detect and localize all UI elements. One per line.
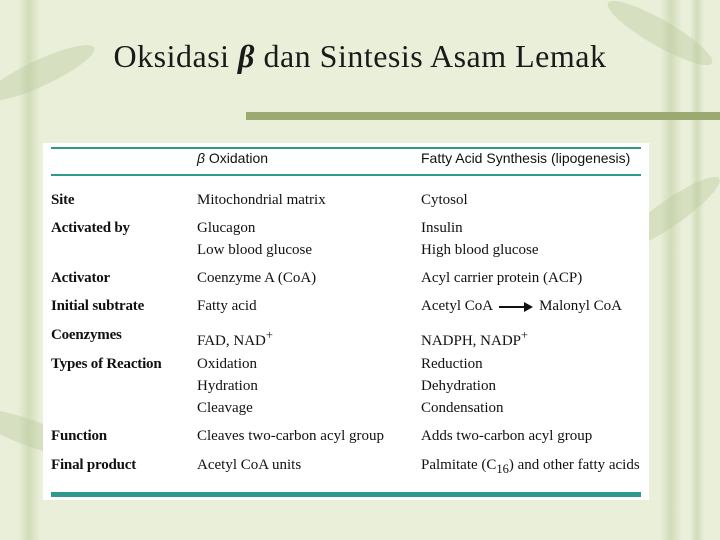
- cell-line: Insulin: [421, 220, 463, 236]
- cell-line: Low blood glucose: [197, 242, 312, 258]
- row-label: Function: [51, 428, 107, 444]
- title-divider: [246, 112, 720, 120]
- title-suffix: dan Sintesis Asam Lemak: [263, 38, 607, 74]
- cell-line: Dehydration: [421, 378, 496, 394]
- cell-line: High blood glucose: [421, 242, 539, 258]
- beta-oxidation-cell: Cleaves two-carbon acyl group: [197, 428, 385, 444]
- cell-line: Condensation: [421, 400, 504, 416]
- table-top-border: [51, 147, 641, 149]
- beta-oxidation-cell: [197, 353, 258, 419]
- cell-line: Oxidation: [197, 356, 257, 372]
- beta-oxidation-cell: Coenzyme A (CoA): [197, 270, 317, 286]
- right-arrow-icon: [499, 302, 533, 312]
- product-text: Palmitate (C: [421, 457, 497, 473]
- table-header-border: [51, 174, 641, 176]
- comparison-table: [43, 143, 649, 500]
- bamboo-stalk-decoration: [690, 0, 704, 540]
- row-label: Coenzymes: [51, 327, 122, 343]
- synthesis-cell: [421, 295, 622, 317]
- header-beta-oxidation: [197, 150, 268, 166]
- synthesis-cell: [421, 217, 539, 261]
- slide-title: [0, 38, 720, 75]
- synthesis-cell: [421, 454, 640, 480]
- coenzyme-text: NADPH, NADP: [421, 333, 522, 349]
- synthesis-cell: Adds two-carbon acyl group: [421, 428, 593, 444]
- bamboo-stalk-decoration: [660, 0, 682, 540]
- row-label: Site: [51, 192, 75, 208]
- superscript-charge: +: [265, 328, 273, 342]
- table-bottom-border: [51, 492, 641, 497]
- product-text-tail: ) and other fatty acids: [508, 457, 640, 473]
- beta-oxidation-cell: Fatty acid: [197, 298, 257, 314]
- beta-oxidation-cell: [197, 324, 273, 352]
- synthesis-cell: Acyl carrier protein (ACP): [421, 270, 583, 286]
- header-fatty-acid-synthesis: Fatty Acid Synthesis (lipogenesis): [421, 150, 631, 166]
- row-label: Initial subtrate: [51, 298, 145, 314]
- header-beta-symbol: β: [197, 150, 205, 166]
- substrate-to: Malonyl CoA: [539, 298, 622, 314]
- beta-oxidation-cell: Acetyl CoA units: [197, 457, 302, 473]
- beta-oxidation-cell: [197, 217, 312, 261]
- beta-oxidation-cell: Mitochondrial matrix: [197, 192, 326, 208]
- row-label: Activator: [51, 270, 111, 286]
- cell-line: Reduction: [421, 356, 483, 372]
- superscript-charge: +: [521, 328, 529, 342]
- title-beta-symbol: β: [238, 38, 255, 74]
- cell-line: Glucagon: [197, 220, 256, 236]
- substrate-from: Acetyl CoA: [421, 298, 494, 314]
- coenzyme-text: FAD, NAD: [197, 333, 266, 349]
- title-prefix: Oksidasi: [113, 38, 230, 74]
- row-label: Types of Reaction: [51, 356, 162, 372]
- subscript-carbon-count: 16: [496, 462, 509, 476]
- synthesis-cell: Cytosol: [421, 192, 468, 208]
- row-label: Activated by: [51, 220, 130, 236]
- row-label: Final product: [51, 457, 137, 473]
- synthesis-cell: [421, 353, 504, 419]
- cell-line: Cleavage: [197, 400, 253, 416]
- header-oxidation-label: Oxidation: [208, 150, 269, 166]
- synthesis-cell: [421, 324, 528, 352]
- cell-line: Hydration: [197, 378, 258, 394]
